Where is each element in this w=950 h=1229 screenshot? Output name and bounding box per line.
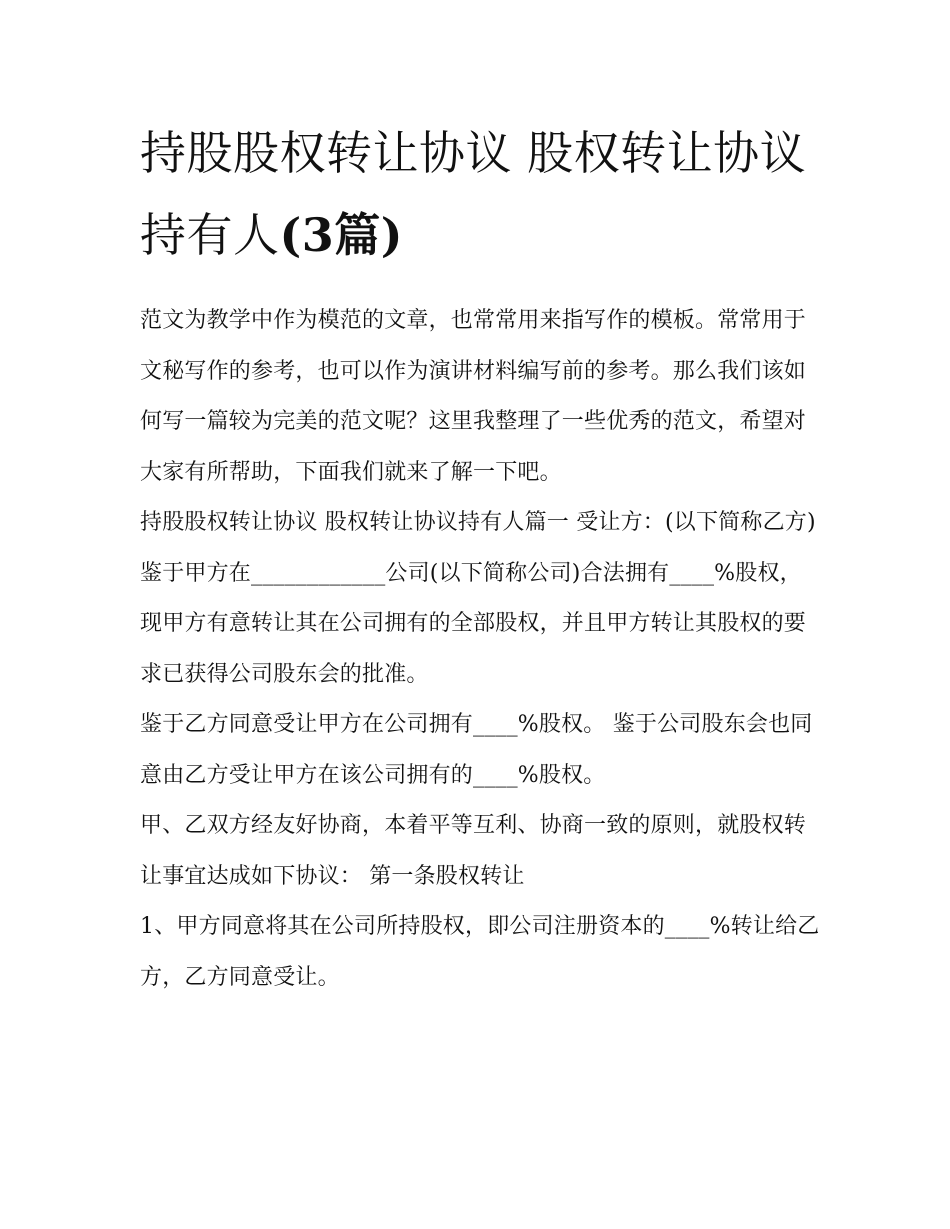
document-body [140,296,820,1003]
paragraph-intro: 范文为教学中作为模范的文章，也常常用来指写作的模板。常常用于文秘写作的参考，也可以作为演讲材料编写前的参考。那么我们该如何写一篇较为完美的范文呢？这里我整理了一些优秀的范文，希望对大家有所帮助，下面我们就来了解一下吧。 [140,308,807,485]
paragraph-heading-part-one: 持股股权转让协议 股权转让协议持有人篇一 受让方：(以下简称乙方) [140,510,816,535]
paragraph-whereas-party-b: 鉴于乙方同意受让甲方在公司拥有____%股权。 鉴于公司股东会也同意由乙方受让甲方在该公司拥有的____%股权。 [140,712,813,788]
document-page [140,112,820,1003]
paragraph-agreement-preamble: 甲、乙双方经友好协商，本着平等互利、协商一致的原则，就股权转让事宜达成如下协议： 第一条股权转让 [140,813,807,889]
document-title: 持股股权转让协议 股权转让协议持有人(3篇) [140,126,807,262]
paragraph-clause-1: 1、甲方同意将其在公司所持股权，即公司注册资本的____%转让给乙方，乙方同意受让。 [140,914,820,990]
paragraph-whereas-party-a: 鉴于甲方在____________公司(以下简称公司)合法拥有____%股权，现甲方有意转让其在公司拥有的全部股权，并且甲方转让其股权的要求已获得公司股东会的批准。 [140,560,807,687]
